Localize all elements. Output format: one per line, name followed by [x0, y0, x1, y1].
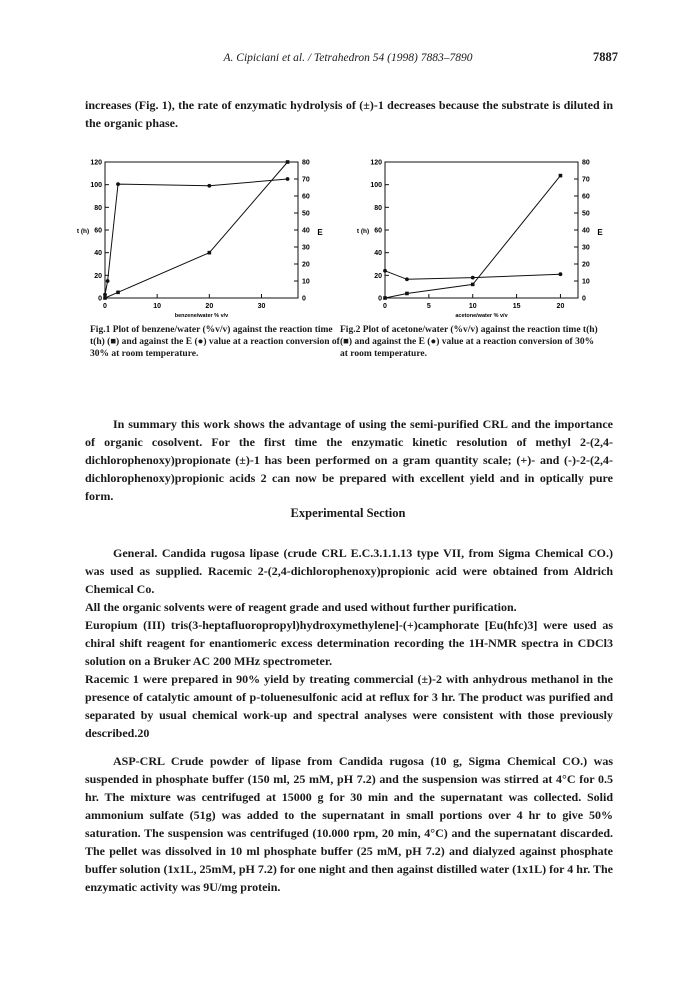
- x-tick-label: 10: [153, 303, 162, 310]
- section-title: Experimental Section: [290, 506, 406, 520]
- figure-1-caption: [90, 324, 340, 360]
- time-data-point: [471, 283, 475, 287]
- left-tick-label: 40: [94, 250, 102, 258]
- right-tick-label: 20: [302, 261, 310, 269]
- right-tick-label: 70: [582, 176, 590, 184]
- left-tick-label: 20: [374, 272, 382, 280]
- figure-1: [60, 156, 330, 321]
- right-tick-label: 10: [582, 278, 590, 286]
- left-tick-label: 80: [374, 204, 382, 212]
- time-data-point: [559, 174, 563, 178]
- intro-paragraph: increases (Fig. 1), the rate of enzymatic hydrolysis of (±)-1 decreases because the substrate is diluted in the organic phase.: [85, 98, 613, 130]
- x-tick-label: 0: [103, 303, 107, 310]
- e-value-data-point: [383, 269, 387, 273]
- left-tick-label: 0: [98, 295, 102, 303]
- right-tick-label: 30: [302, 244, 310, 252]
- figure-2: [340, 156, 610, 321]
- right-tick-label: 60: [302, 193, 310, 201]
- e-value-data-point: [471, 276, 475, 280]
- x-tick-label: 0: [383, 303, 387, 310]
- time-data-point: [116, 291, 120, 295]
- left-tick-label: 100: [370, 182, 382, 190]
- e-value-data-point: [559, 272, 563, 276]
- general-text-1: Candida rugosa lipase (crude CRL E.C.3.1.1.13 type VII, from Sigma Chemical CO.) was used as supplied. Racemic 2-(2,4-dichlorophenoxy)propionic acid were obtained from Aldrich Chemical Co.: [85, 546, 613, 596]
- page-header: [0, 48, 696, 68]
- summary-paragraph: In summary this work shows the advantage of using the semi-purified CRL and the importance of organic cosolvent. For the first time the enzymatic kinetic resolution of methyl 2-(2,4-dichlorophenoxy)propionate (±)-1 has been performed on a gram quantity scale; (+)- and (-)-2-(2,4-dichlorophenoxy)propionic acids 2 can now be prepared with excellent yield and in optically pure form.: [85, 417, 613, 503]
- left-tick-label: 40: [374, 250, 382, 258]
- right-tick-label: 0: [302, 295, 306, 303]
- right-tick-label: 30: [582, 244, 590, 252]
- left-tick-label: 120: [370, 159, 382, 167]
- left-axis-label: t (h): [76, 228, 90, 235]
- right-tick-label: 80: [582, 159, 590, 167]
- x-tick-label: 5: [426, 303, 431, 310]
- x-tick-label: 10: [468, 303, 477, 310]
- general-run-in: General.: [113, 546, 158, 560]
- left-tick-label: 60: [94, 227, 102, 235]
- e-value-data-point: [405, 277, 409, 281]
- right-tick-label: 50: [582, 210, 590, 218]
- left-tick-label: 80: [94, 204, 102, 212]
- asp-crl-paragraph: [85, 752, 613, 896]
- time-series-line: [105, 162, 288, 298]
- x-tick-label: 30: [257, 303, 266, 310]
- time-data-point: [286, 160, 290, 164]
- figure-1-chart: [60, 156, 330, 321]
- e-value-data-point: [116, 182, 120, 186]
- general-paragraph-4: Racemic 1 were prepared in 90% yield by treating commercial (±)-2 with anhydrous methanol in the presence of catalytic amount of p-toluenesulfonic acid at reflux for 3 hr. The product was purified and separated by usual chemical work-up and spectral analyses were consistent with those previously described.20: [85, 672, 613, 740]
- asp-crl-run-in: ASP-CRL: [113, 754, 165, 768]
- right-tick-label: 10: [302, 278, 310, 286]
- time-data-point: [383, 296, 387, 300]
- general-section: [85, 544, 613, 742]
- time-data-point: [405, 292, 409, 296]
- asp-crl-text: Crude powder of lipase from Candida rugosa (10 g, Sigma Chemical CO.) was suspended in phosphate buffer (150 ml, 25 mM, pH 7.2) and the suspension was stirred at 4°C for 0.5 hr. The mixture was centrifuged at 15000 g for 30 min and the supernatant was collected. Solid ammonium sulfate (51g) was added to the supernatant in small portions over 4 hr to give 50% saturation. The suspension was centrifuged (10.000 rpm, 20 min, 4°C) and the supernatant discarded. The pellet was dissolved in 10 ml phosphate buffer (25 mM, pH 7.2) and dialyzed against phosphate buffer solution (1x1L, 25mM, pH 7.2) for one night and then against distilled water (1x1L) for 4 hr. The enzymatic activity was 9U/mg protein.: [85, 754, 614, 894]
- right-tick-label: 40: [582, 227, 590, 235]
- e-value-data-point: [286, 177, 290, 181]
- e-value-data-point: [103, 293, 107, 297]
- x-axis-label: acetone/water % v/v: [455, 313, 508, 319]
- time-data-point: [208, 251, 212, 255]
- right-tick-label: 20: [582, 261, 590, 269]
- general-paragraph-1: [85, 544, 613, 598]
- figure-1-caption-text: Plot of benzene/water (%v/v) against the reaction time t(h) (■) and against the E (●) value at a reaction conversion of 30% at room temperature.: [90, 325, 340, 359]
- e-value-data-point: [106, 279, 110, 283]
- time-data-point: [103, 296, 107, 300]
- x-axis-label: benzene/water % v/v: [174, 313, 229, 319]
- left-tick-label: 0: [378, 295, 382, 303]
- running-head: A. Cipiciani et al. / Tetrahedron 54 (1998) 7883–7890: [223, 52, 473, 64]
- plot-frame: [105, 162, 298, 298]
- right-tick-label: 70: [302, 176, 310, 184]
- right-axis-label: E: [317, 228, 323, 237]
- figure-2-caption: [340, 324, 602, 360]
- e-value-data-point: [207, 184, 211, 188]
- right-tick-label: 60: [582, 193, 590, 201]
- right-axis-label: E: [597, 228, 603, 237]
- left-axis-label: t (h): [356, 228, 370, 235]
- left-tick-label: 20: [94, 272, 102, 280]
- figure-2-chart: [340, 156, 610, 321]
- figure-1-caption-label: Fig.1: [90, 325, 111, 335]
- figure-2-caption-text: Plot of acetone/water (%v/v) against the reaction time t(h) (■) and against the E (●) value at a reaction conversion of 30% at room temperature.: [340, 325, 598, 359]
- left-tick-label: 120: [90, 159, 102, 167]
- x-tick-label: 20: [205, 303, 214, 310]
- x-tick-label: 20: [556, 303, 565, 310]
- page-number: 7887: [593, 50, 618, 64]
- general-paragraph-2: All the organic solvents were of reagent grade and used without further purification.: [85, 600, 517, 614]
- x-tick-label: 15: [512, 303, 521, 310]
- right-tick-label: 0: [582, 295, 586, 303]
- general-paragraph-3: Europium (III) tris(3-heptafluoropropyl)hydroxymethylene]-(+)camphorate [Eu(hfc)3] were used as chiral shift reagent for enantiomeric excess determination recording the 1H-NMR spectra in CDCl3 solution on a Bruker AC 200 MHz spectrometer.: [85, 618, 613, 668]
- left-tick-label: 100: [90, 182, 102, 190]
- right-tick-label: 50: [302, 210, 310, 218]
- right-tick-label: 40: [302, 227, 310, 235]
- e-value-series-line: [105, 179, 288, 295]
- left-tick-label: 60: [374, 227, 382, 235]
- right-tick-label: 80: [302, 159, 310, 167]
- figure-2-caption-label: Fig.2: [340, 325, 361, 335]
